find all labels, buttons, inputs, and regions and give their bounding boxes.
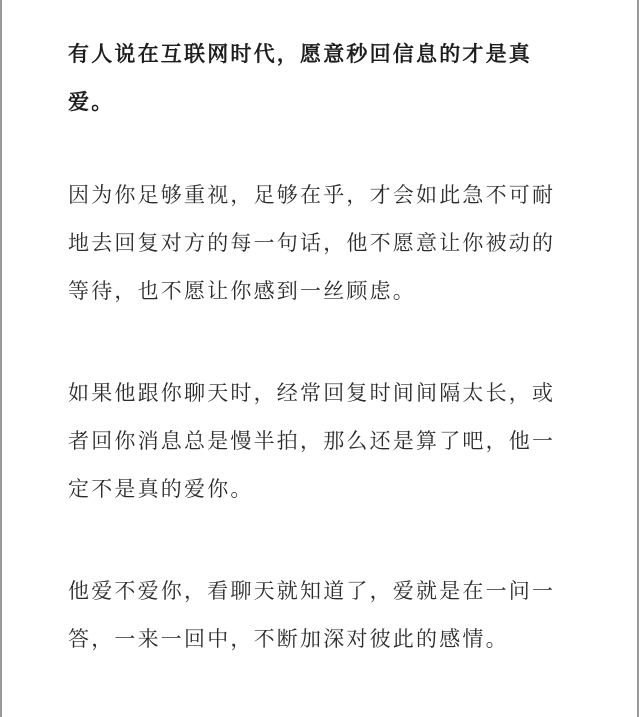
paragraph-2: 因为你足够重视，足够在乎，才会如此急不可耐地去回复对方的每一句话，他不愿意让你被动的等待，也不愿让你感到一丝顾虑。 xyxy=(68,183,556,303)
article-body xyxy=(68,30,568,663)
paragraph-headline: 有人说在互联网时代，愿意秒回信息的才是真爱。 xyxy=(68,42,532,114)
paragraph-4: 他爱不爱你，看聊天就知道了，爱就是在一问一答，一来一回中，不断加深对彼此的感情。 xyxy=(68,579,556,651)
paragraph-3: 如果他跟你聊天时，经常回复时间间隔太长，或者回你消息总是慢半拍，那么还是算了吧，他一定不是真的爱你。 xyxy=(68,381,556,501)
